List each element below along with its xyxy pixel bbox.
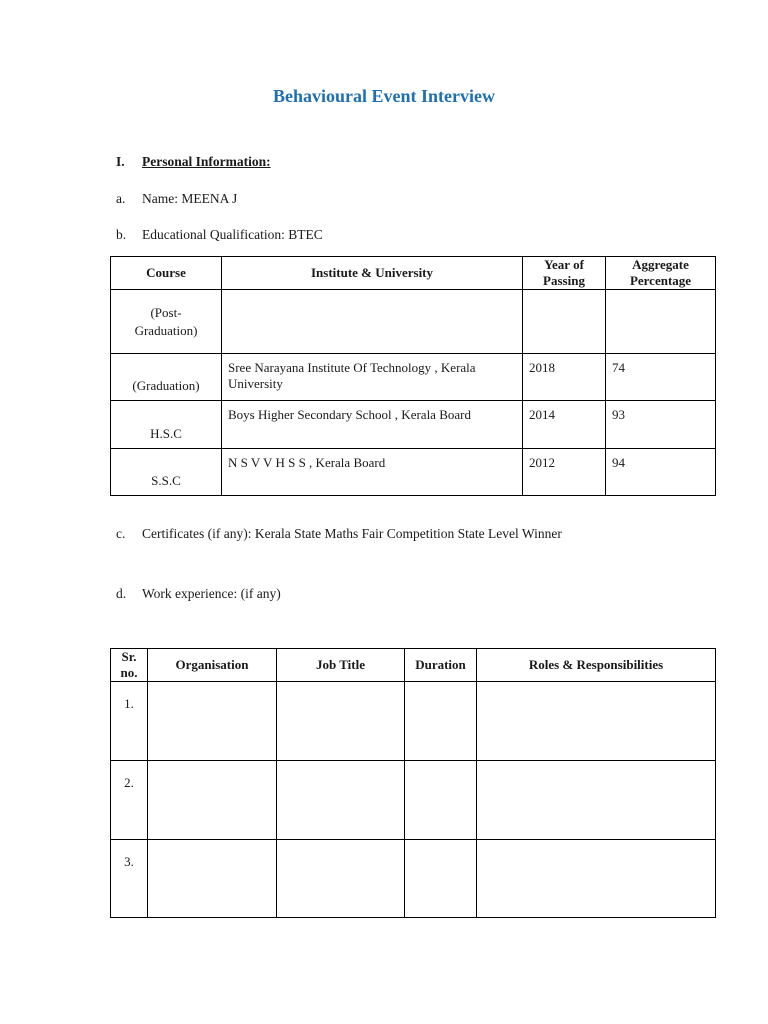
education-table (110, 256, 716, 496)
course-label: H.S.C (150, 425, 182, 441)
header-roles: Roles & Responsibilities (477, 649, 716, 682)
organisation-cell (148, 840, 277, 918)
duration-cell (405, 761, 477, 840)
header-institute: Institute & University (222, 257, 523, 290)
institute-cell (222, 290, 523, 354)
percentage-cell: 93 (606, 401, 716, 449)
header-sr-no: Sr. no. (111, 649, 148, 682)
header-duration: Duration (405, 649, 477, 682)
header-organisation: Organisation (148, 649, 277, 682)
education-header-row (111, 257, 716, 290)
job-title-cell (277, 682, 405, 761)
table-row (111, 401, 716, 449)
institute-cell: Boys Higher Secondary School , Kerala Board (222, 401, 523, 449)
organisation-cell (148, 682, 277, 761)
duration-cell (405, 840, 477, 918)
sr-no-cell: 2. (111, 761, 148, 840)
name-marker: a. (116, 191, 126, 206)
roles-cell (477, 761, 716, 840)
work-text: Work experience: (if any) (142, 586, 281, 601)
work-marker: d. (116, 586, 127, 601)
institute-cell: Sree Narayana Institute Of Technology , Kerala University (222, 354, 523, 401)
percentage-cell: 94 (606, 449, 716, 496)
header-course: Course (111, 257, 222, 290)
qualification-line (116, 227, 323, 243)
section-personal-information (116, 154, 271, 170)
table-row (111, 449, 716, 496)
qualification-text: Educational Qualification: BTEC (142, 227, 323, 242)
course-label: S.S.C (151, 473, 181, 488)
year-cell: 2018 (523, 354, 606, 401)
certificates-marker: c. (116, 526, 126, 541)
certificates-line (116, 526, 562, 542)
table-row (111, 290, 716, 354)
header-year: Year of Passing (523, 257, 606, 290)
course-label: (Graduation) (132, 378, 200, 393)
qualification-marker: b. (116, 227, 127, 242)
table-row (111, 840, 716, 918)
organisation-cell (148, 761, 277, 840)
job-title-cell (277, 761, 405, 840)
course-cell (111, 401, 222, 449)
table-row (111, 761, 716, 840)
work-table (110, 648, 716, 918)
document-title: Behavioural Event Interview (273, 86, 495, 106)
institute-cell: N S V V H S S , Kerala Board (222, 449, 523, 496)
certificates-text: Certificates (if any): Kerala State Maths Fair Competition State Level Winner (142, 526, 562, 541)
percentage-cell: 74 (606, 354, 716, 401)
course-cell (111, 354, 222, 401)
table-row (111, 354, 716, 401)
course-cell: (Post-Graduation) (111, 290, 222, 354)
name-text: Name: MEENA J (142, 191, 238, 206)
year-cell: 2014 (523, 401, 606, 449)
course-cell (111, 449, 222, 496)
work-line (116, 586, 281, 602)
percentage-cell (606, 290, 716, 354)
job-title-cell (277, 840, 405, 918)
header-percentage: Aggregate Percentage (606, 257, 716, 290)
roles-cell (477, 682, 716, 761)
sr-no-cell: 1. (111, 682, 148, 761)
header-job-title: Job Title (277, 649, 405, 682)
section-heading: Personal Information: (142, 154, 271, 169)
duration-cell (405, 682, 477, 761)
year-cell (523, 290, 606, 354)
sr-no-cell: 3. (111, 840, 148, 918)
table-row (111, 682, 716, 761)
roles-cell (477, 840, 716, 918)
work-header-row (111, 649, 716, 682)
name-line (116, 191, 237, 207)
section-marker: I. (116, 154, 125, 169)
year-cell: 2012 (523, 449, 606, 496)
